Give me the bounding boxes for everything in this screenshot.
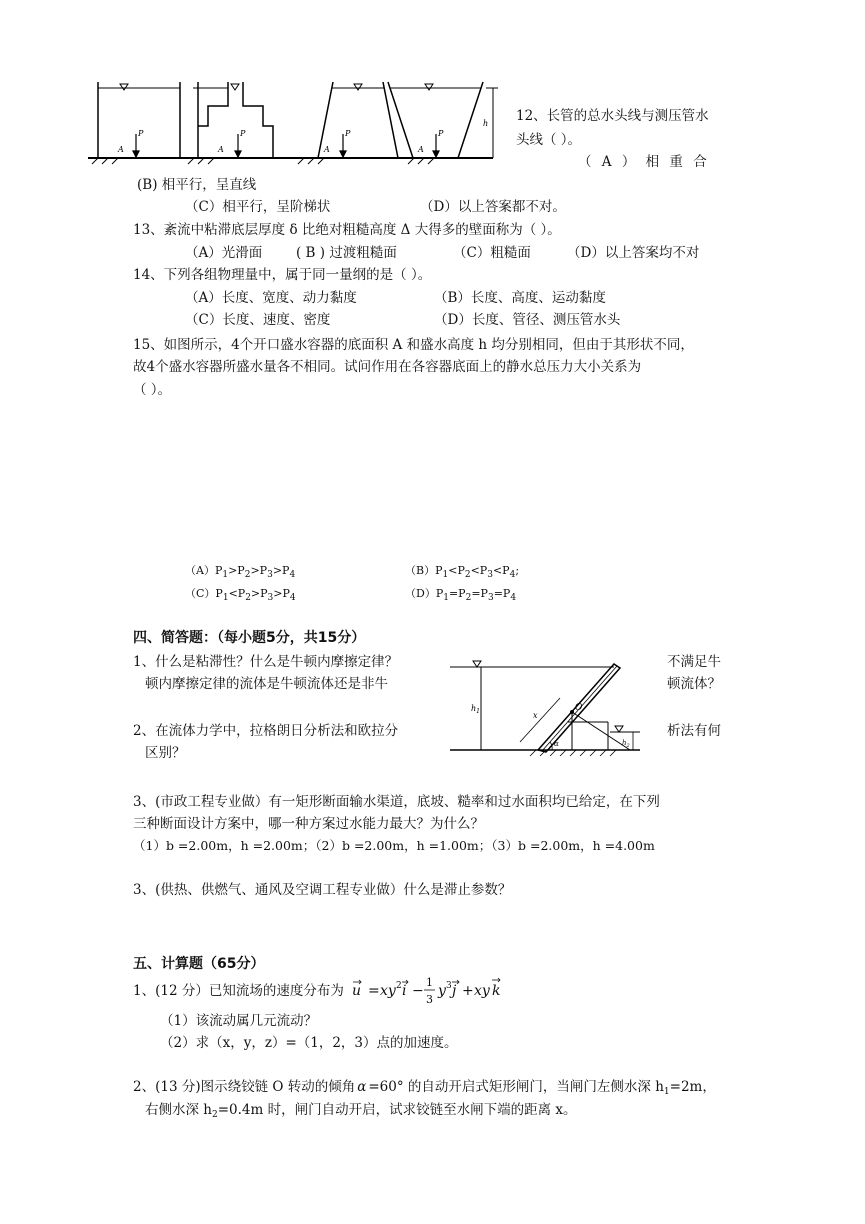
gate-label-alpha: α (554, 740, 559, 748)
sec4-q2-tail1: 析法有何 (667, 723, 721, 739)
label-p2: P (240, 129, 246, 138)
q14-option-c: （C）长度、速度、密度 (185, 312, 331, 328)
label-a1: A (118, 145, 124, 154)
q14-option-b: （B）长度、高度、运动黏度 (434, 290, 606, 306)
svg-text:xy: xy (474, 983, 490, 999)
q12-option-b: (B) 相平行，呈直线 (137, 177, 257, 193)
q15-option-b: $(B)P_1<P_2<P_3<P_4$; (405, 564, 520, 580)
section5-title: 五、计算题（65分） (133, 956, 265, 972)
q12-line2: 头线（ ）。 (516, 132, 582, 148)
svg-text:3: 3 (426, 993, 433, 1006)
sec4-q3-line1: 3、(市政工程专业做）有一矩形断面输水渠道，底坡、糙率和过水面积均已给定，在下列 (133, 794, 660, 810)
section4-title: 四、简答题：（每小题5分，共15分） (133, 630, 366, 646)
q12-line1: 12、长管的总水头线与测压管水 (516, 108, 709, 124)
gate-label-x: x (533, 711, 538, 720)
svg-text:xy: xy (380, 983, 396, 999)
sec4-q2-line1: 2、在流体力学中，拉格朗日分析法和欧拉分 (133, 723, 399, 739)
containers-figure (88, 76, 508, 166)
q14-stem: 14、下列各组物理量中，属于同一量纲的是（ ）。 (133, 267, 432, 283)
svg-text:y: y (438, 983, 446, 999)
q13-option-c: （C）粗糙面 (453, 245, 531, 261)
svg-text:j: j (452, 983, 457, 999)
svg-text:3: 3 (446, 981, 452, 991)
q12-option-a: （ A ） 相 重 合 (578, 154, 710, 170)
q15-line2: 故4个盛水容器所盛水量各不相同。试问作用在各容器底面上的静水总压力大小关系为 (133, 359, 642, 375)
q13-option-d: （D）以上答案均不对 (567, 245, 700, 261)
velocity-formula (350, 972, 550, 1008)
q15-option-c: $(C)P_1<P_2>P_3>P_4$ (185, 587, 296, 603)
q15-line1: 15、如图所示，4个开口盛水容器的底面积 A 和盛水高度 h 均分别相同，但由于其形状不同， (133, 337, 694, 353)
sec4-q1-tail2: 顿流体？ (667, 676, 721, 692)
sec4-q3-alt: 3、(供热、供燃气、通风及空调工程专业做）什么是滞止参数？ (133, 882, 512, 898)
label-h: h (483, 119, 489, 128)
q15-line3: （ ）。 (133, 382, 172, 398)
gate-label-h1: $h_1$ (471, 704, 480, 715)
svg-text:−: − (412, 983, 424, 999)
label-a2: A (218, 145, 224, 154)
q12-option-d: （D）以上答案都不对。 (420, 199, 566, 215)
sec5-q1-sub2: （2）求（x，y，z）=（1，2，3）点的加速度。 (160, 1035, 458, 1051)
sec4-q1-line2: 顿内摩擦定律的流体是牛顿流体还是非牛 (145, 676, 388, 692)
q15-option-d: $(D)P_1=P_2=P_3=P_4$ (405, 587, 517, 603)
q15-option-a: $(A)P_1>P_2>P_3>P_4$ (185, 564, 296, 580)
label-p3: P (345, 129, 351, 138)
q14-option-d: （D）长度、管径、测压管水头 (434, 312, 621, 328)
sec5-q2-line2: 右侧水深 $h_2=0.4m$ 时，闸门自动开启，试求铰链至水闸下端的距离 x。 (145, 1102, 577, 1120)
svg-text:=: = (368, 983, 380, 999)
svg-text:k: k (492, 983, 501, 999)
label-p4: P (438, 129, 444, 138)
gate-label-h2: $h_2$ (622, 739, 630, 749)
sec4-q1-tail1: 不满足牛 (667, 654, 721, 670)
sec4-q3-line2: 三种断面设计方案中，哪一种方案过水能力最大？为什么？ (133, 816, 484, 832)
svg-text:u: u (352, 983, 362, 999)
gate-figure (450, 658, 650, 758)
q13-option-b: ( B ) 过渡粗糙面 (296, 245, 397, 261)
svg-text:+: + (462, 983, 474, 999)
label-p1: P (138, 129, 144, 138)
q13-stem: 13、紊流中粘滞底层厚度 δ 比绝对粗糙高度 Δ 大得多的壁面称为（ ）。 (133, 222, 561, 238)
q13-option-a: （A）光滑面 (185, 245, 263, 261)
alpha-symbol: α (357, 1079, 367, 1095)
sec4-q2-line2: 区别？ (145, 745, 186, 761)
sec5-q1-sub1: （1）该流动属几元流动？ (160, 1013, 318, 1029)
svg-text:1: 1 (426, 976, 433, 989)
svg-text:2: 2 (396, 981, 402, 991)
q12-option-c: （C）相平行，呈阶梯状 (185, 199, 331, 215)
label-a3: A (324, 145, 330, 154)
gate-label-o: O (575, 703, 583, 713)
sec4-q3-line3: （1）b =2.00m，h =2.00m；（2）b =2.00m，h =1.00m；（3）b =2.00m，h =4.00m (133, 838, 655, 853)
sec5-q1-stem: 1、(12 分）已知流场的速度分布为 (133, 983, 344, 999)
label-a4: A (418, 145, 424, 154)
sec4-q1-line1: 1、什么是粘滞性？什么是牛顿内摩擦定律？ (133, 654, 399, 670)
svg-text:i: i (402, 983, 407, 999)
sec5-q2-line1: 2、(13 分)图示绕铰链 O 转动的倾角 α =60° 的自动开启式矩形闸门，当闸门左侧水深 $h_1=2m$， (133, 1079, 716, 1097)
q14-option-a: （A）长度、宽度、动力黏度 (185, 290, 357, 306)
